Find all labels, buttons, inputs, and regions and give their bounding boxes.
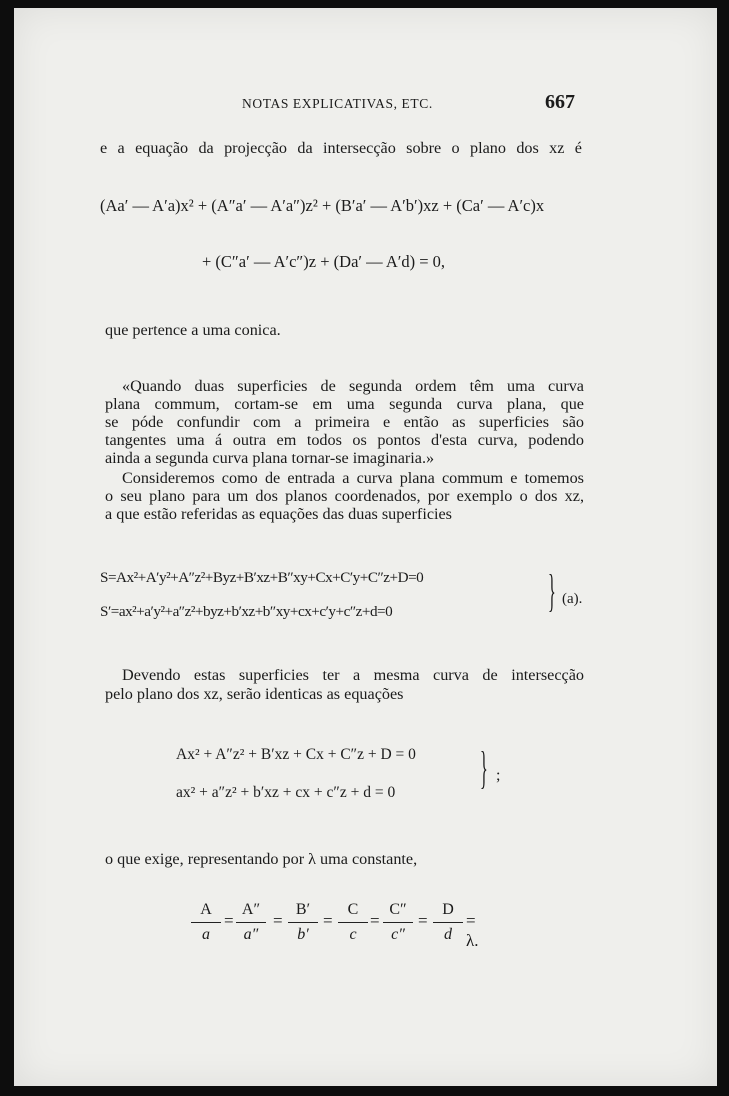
intro-line: e a equação da projecção da intersecção sobre o plano dos xz é <box>100 139 582 157</box>
equation-label-a: (a). <box>562 591 583 607</box>
devendo-line: Devendo estas superficies ter a mesma curva de intersecção <box>122 666 584 684</box>
equals-sign: = <box>273 911 283 930</box>
quote-line: tangentes uma á outra em todos os pontos d'esta curva, podendo <box>105 431 584 449</box>
fraction <box>288 901 318 944</box>
fraction <box>433 901 463 944</box>
fraction-bar <box>236 922 266 923</box>
brace: } <box>480 742 488 793</box>
numerator: A <box>200 901 212 918</box>
fraction <box>338 901 368 944</box>
equals-sign: = <box>323 911 333 930</box>
numerator: C″ <box>389 901 407 918</box>
numerator: D <box>442 901 454 918</box>
equation-s-prime: S′=ax²+a′y²+a″z²+byz+b′xz+b″xy+cx+c′y+c″z+d=0 <box>100 603 393 620</box>
fraction <box>191 901 221 944</box>
equals-sign: = <box>418 911 428 930</box>
fraction <box>236 901 266 944</box>
consider-line: a que estão referidas as equações das duas superficies <box>105 505 452 523</box>
quote-line: «Quando duas superficies de segunda ordem têm uma curva <box>122 377 584 395</box>
devendo-line: pelo plano dos xz, serão identicas as equações <box>105 685 404 703</box>
book-page <box>14 8 717 1086</box>
fraction-bar <box>191 922 221 923</box>
denominator: a″ <box>243 926 259 943</box>
conic-line: que pertence a uma conica. <box>105 321 281 339</box>
denominator: c″ <box>391 926 405 943</box>
denominator: b′ <box>297 926 309 943</box>
running-title: NOTAS EXPLICATIVAS, ETC. <box>242 96 433 111</box>
denominator: a <box>202 926 210 943</box>
equation-label-b: ; <box>496 767 501 784</box>
equation-1-line-2: + (C″a′ — A′c″)z + (Da′ — A′d) = 0, <box>202 252 446 271</box>
quote-line: plana commum, cortam-se em uma segunda curva plana, que <box>105 395 584 413</box>
numerator: B′ <box>295 901 311 918</box>
denominator: c <box>349 926 357 943</box>
equation-1-line-1: (Aa′ — A′a)x² + (A″a′ — A′a″)z² + (B′a′ — A′b′)xz + (Ca′ — A′c)x <box>100 196 545 215</box>
equation-b-1: Ax² + A″z² + B′xz + Cx + C″z + D = 0 <box>176 746 416 763</box>
equals-sign: = <box>370 911 380 930</box>
equals-sign: = <box>224 911 234 930</box>
fraction-bar <box>383 922 413 923</box>
denominator: d <box>444 926 452 943</box>
brace: } <box>548 565 556 616</box>
quote-line: se póde confundir com a primeira e então as superficies são <box>105 413 584 431</box>
exige-line: o que exige, representando por λ uma constante, <box>105 850 418 868</box>
fraction-bar <box>433 922 463 923</box>
fraction <box>383 901 413 944</box>
page-number: 667 <box>545 91 575 113</box>
quote-line: ainda a segunda curva plana tornar-se imaginaria.» <box>105 449 435 467</box>
equation-b-2: ax² + a″z² + b′xz + cx + c″z + d = 0 <box>176 784 396 801</box>
consider-line: Consideremos como de entrada a curva plana commum e tomemos <box>122 469 584 487</box>
fraction-bar <box>338 922 368 923</box>
fraction-bar <box>288 922 318 923</box>
equation-s: S=Ax²+A′y²+A″z²+Byz+B′xz+B″xy+Cx+C′y+C″z+D=0 <box>100 569 424 586</box>
numerator: C <box>347 901 359 918</box>
lambda-tail: = λ. <box>466 911 479 950</box>
consider-line: o seu plano para um dos planos coordenados, por exemplo o dos xz, <box>105 487 584 505</box>
numerator: A″ <box>241 901 261 918</box>
